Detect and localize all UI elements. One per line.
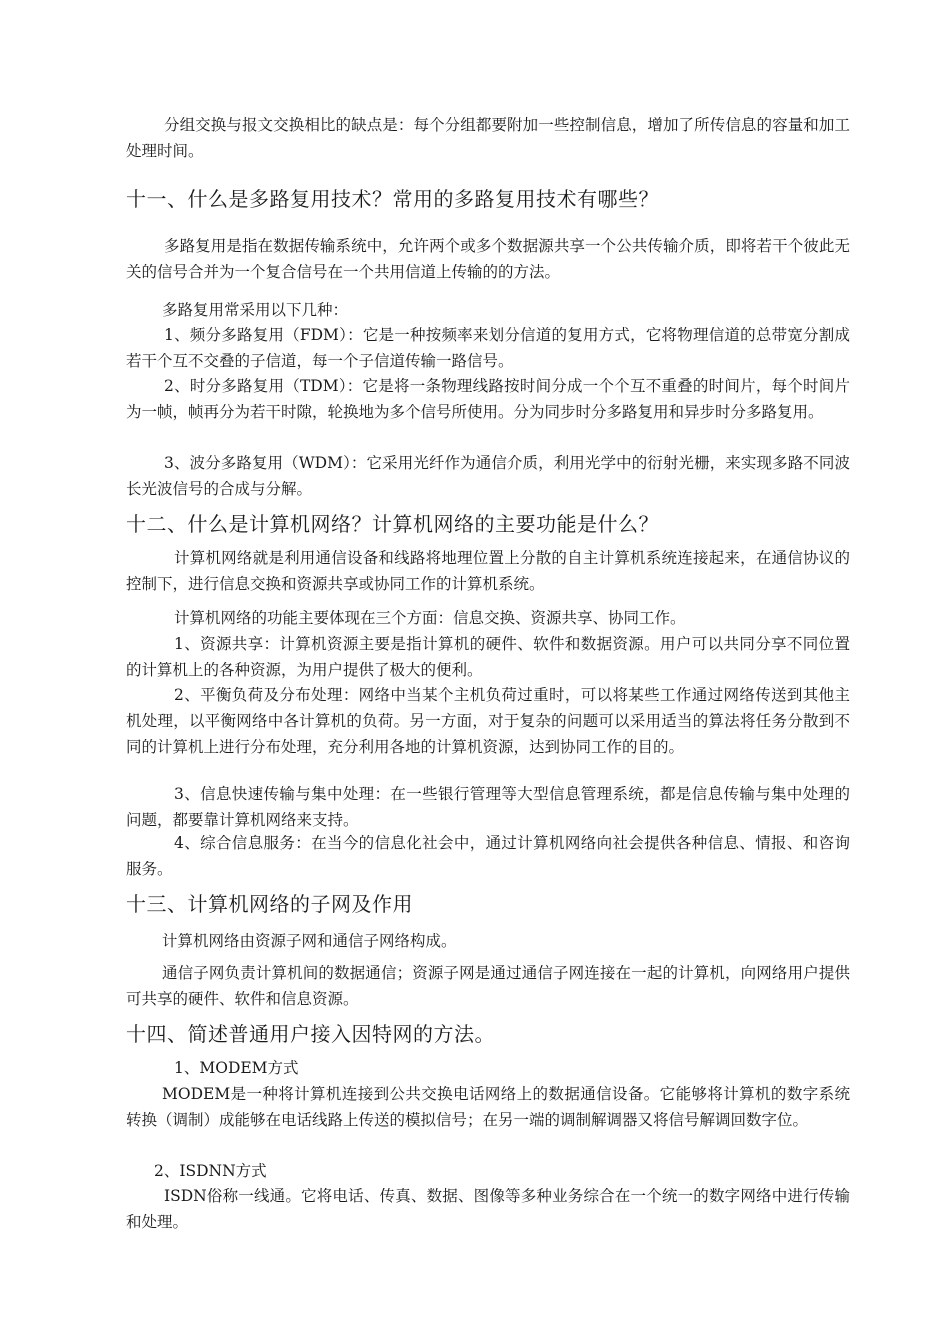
paragraph-modem-description: MODEM是一种将计算机连接到公共交换电话网络上的数据通信设备。它能够将计算机的数字系统转换（调制）成能够在电话线路上传送的模拟信号；在另一端的调制解调器又将信号解调回数字位。 <box>126 1085 850 1129</box>
paragraph-network-definition: 计算机网络就是利用通信设备和线路将地理位置上分散的自主计算机系统连接起来，在通信协议的控制下，进行信息交换和资源共享或协同工作的计算机系统。 <box>126 549 850 593</box>
paragraph-fdm: 1、频分多路复用（FDM）：它是一种按频率来划分信道的复用方式，它将物理信道的总带宽分割成若干个互不交叠的子信道，每一个子信道传输一路信号。 <box>126 326 850 370</box>
paragraph-isdn-heading: 2、ISDNN方式 <box>154 1162 267 1180</box>
heading-section-12: 十二、什么是计算机网络？计算机网络的主要功能是什么？ <box>126 512 659 536</box>
paragraph-network-functions-intro: 计算机网络的功能主要体现在三个方面：信息交换、资源共享、协同工作。 <box>174 609 686 627</box>
paragraph-resource-sharing: 1、资源共享：计算机资源主要是指计算机的硬件、软件和数据资源。用户可以共同分享不同位置的计算机上的各种资源，为用户提供了极大的便利。 <box>126 635 850 679</box>
paragraph-tdm: 2、时分多路复用（TDM）：它是将一条物理线路按时间分成一个个互不重叠的时间片，每个时间片为一帧，帧再分为若干时隙，轮换地为多个信号所使用。分为同步时分多路复用和异步时分多路复用。 <box>126 377 850 421</box>
paragraph-subnet-roles: 通信子网负责计算机间的数据通信；资源子网是通过通信子网连接在一起的计算机，向网络用户提供可共享的硬件、软件和信息资源。 <box>126 964 850 1008</box>
heading-section-11: 十一、什么是多路复用技术？常用的多路复用技术有哪些？ <box>126 187 659 211</box>
paragraph-modem-heading: 1、MODEM方式 <box>174 1059 299 1077</box>
paragraph-subnet-composition: 计算机网络由资源子网和通信子网络构成。 <box>162 932 457 950</box>
paragraph-isdn-description: ISDN俗称一线通。它将电话、传真、数据、图像等多种业务综合在一个统一的数字网络中进行传输和处理。 <box>126 1187 850 1231</box>
heading-section-13: 十三、计算机网络的子网及作用 <box>126 892 413 916</box>
heading-section-14: 十四、简述普通用户接入因特网的方法。 <box>126 1022 495 1046</box>
paragraph-packet-switching-drawback: 分组交换与报文交换相比的缺点是：每个分组都要附加一些控制信息，增加了所传信息的容量和加工处理时间。 <box>126 116 850 160</box>
paragraph-info-services: 4、综合信息服务：在当今的信息化社会中，通过计算机网络向社会提供各种信息、情报、和咨询服务。 <box>126 834 850 878</box>
paragraph-multiplexing-types-intro: 多路复用常采用以下几种： <box>162 301 349 319</box>
paragraph-fast-transmission: 3、信息快速传输与集中处理：在一些银行管理等大型信息管理系统，都是信息传输与集中处理的问题，都要靠计算机网络来支持。 <box>126 785 850 829</box>
paragraph-load-balancing: 2、平衡负荷及分布处理：网络中当某个主机负荷过重时，可以将某些工作通过网络传送到其他主机处理，以平衡网络中各计算机的负荷。另一方面，对于复杂的问题可以采用适当的算法将任务分散到不同的计算机上进行分布处理，充分利用各地的计算机资源，达到协同工作的目的。 <box>126 686 850 756</box>
paragraph-wdm: 3、波分多路复用（WDM）：它采用光纤作为通信介质，利用光学中的衍射光栅，来实现多路不同波长光波信号的合成与分解。 <box>126 454 850 498</box>
paragraph-multiplexing-definition: 多路复用是指在数据传输系统中，允许两个或多个数据源共享一个公共传输介质，即将若干个彼此无关的信号合并为一个复合信号在一个共用信道上传输的的方法。 <box>126 237 850 281</box>
